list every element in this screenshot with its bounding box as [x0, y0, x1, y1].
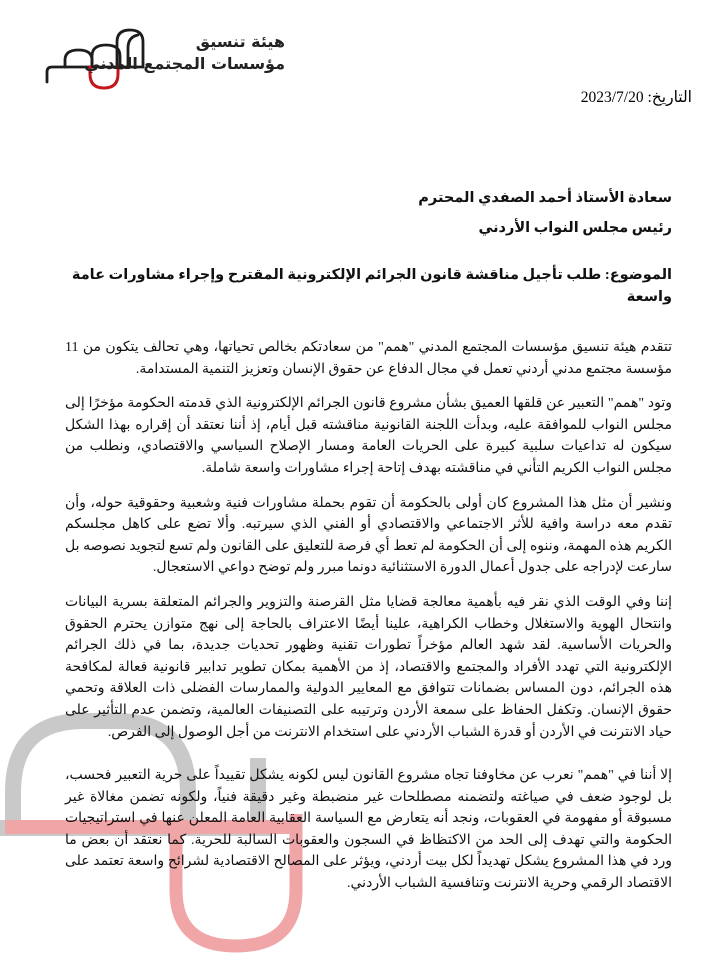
subject-line: الموضوع: طلب تأجيل مناقشة قانون الجرائم الإلكترونية المقترح وإجراء مشاورات عامة واسعة — [71, 267, 672, 305]
paragraph-2: وتود "همم" التعبير عن قلقها العميق بشأن مشروع قانون الجرائم الإلكترونية الذي قدمته الحكومة مؤخرًا إلى مجلس النواب للموافقة عليه، وبدأت اللجنة القانونية مناقشته قبل أيام، إذ أننا نعتقد أن إقراره بهذا الشكل سيكون له تداعيات سلبية كبيرة على الحريات العامة ومسار الإصلاح السياسي والاقتصادي، ونطلب من مجلس النواب الكريم التأني في مناقشته بهدف إتاحة إجراء مشاورات واسعة شاملة. — [65, 396, 672, 476]
letterhead — [0, 0, 702, 130]
paragraph-3: ونشير أن مثل هذا المشروع كان أولى بالحكومة أن تقوم بحملة مشاورات فنية وشعبية وحقوقية حوله، وأن تقدم معه دراسة وافية للأثر الاجتماعي والاقتصادي أو الفني الذي سيرتبه. وألا تضع على كاهل مجلسكم الكريم هذه المهمة، وننوه إلى أن الحكومة لم تعط أي فرصة للتعليق على القانون ولم تسع لتجويد نصوصه بل سارعت لإدراجه على جدول أعمال الدورة الاستثنائية دونما مبرر ولم توضح دواعي الاستعجال. — [65, 495, 672, 576]
recipient-block — [65, 183, 672, 243]
logo-wordmark-line1: هيئة تنسيق — [195, 32, 285, 51]
recipient-title: رئيس مجلس النواب الأردني — [478, 220, 672, 236]
recipient-name: سعادة الأستاذ أحمد الصفدي المحترم — [418, 190, 672, 206]
paragraph-4: إننا وفي الوقت الذي نقر فيه بأهمية معالجة قضايا مثل القرصنة والتزوير والجرائم المتعلقة بسرية البيانات وانتحال الهوية والاستغلال وخطاب الكراهية، علينا أيضًا الاعتراف بالحاجة إلى نهج متوازن يحترم الحقوق والحريات الأساسية. لقد شهد العالم مؤخراً تطورات تقنية وظهور تحديات جديدة، بما في ذلك الجرائم الإلكترونية التي تهدد الأفراد والمجتمع والاقتصاد، إذ من الأهمية بمكان تطوير تدابير قانونية فعالة لمكافحة هذه الجرائم، دون المساس بضمانات تتوافق مع المعايير الدولية والممارسات الفضلى ذات العلاقة وتحمي حقوق الإنسان. وتكفل الحفاظ على سمعة الأردن وترتيبه على التصنيفات العالمية، وتضمن عدم التأثير على حياد الانترنت في الأردن أو قدرة الشباب الأردني على استخدام الانترنت من أجل الوصول إلى الفرص. — [65, 594, 672, 740]
logo-wordmark-line2: مؤسسات المجتمع المدني — [84, 54, 285, 73]
paragraph-1: تتقدم هيئة تنسيق مؤسسات المجتمع المدني "همم" من سعادتكم بخالص تحياتها، وهي تحالف يتكون من 11 مؤسسة مجتمع مدني أردني تعمل في مجال الدفاع عن حقوق الإنسان وتعزيز التنمية المستدامة. — [65, 340, 672, 377]
letter-body — [65, 0, 672, 908]
paragraph-5: إلا أننا في "همم" نعرب عن مخاوفنا تجاه مشروع القانون ليس لكونه يشكل تقييداً على حرية التعبير فحسب، بل لوجود ضعف في صياغته ولتضمنه مصطلحات غير منضبطة وغير دقيقة فنياً، ولكونه تضمن مغالاة غير مسبوقة أو مفهومة في العقوبات، ونجد أنه يتعارض مع السياسة العقابية العامة المعلن عنها في استراتيجيات الحكومة والتي تهدف إلى الحد من الاكتظاظ في السجون والعقوبات السالبة للحرية. كما نعتقد أن بعض ما ورد في هذا المشروع يشكل تهديداً لكل بيت أردني، ويؤثر على المصالح الاقتصادية لشرائح واسعة تعتمد على الاقتصاد الرقمي وحرية الانترنت وتنافسية الشباب الأردني. — [65, 768, 672, 892]
paragraphs — [65, 337, 672, 895]
logo-wordmark — [84, 31, 285, 75]
date: التاريخ: 2023/7/20 — [580, 89, 692, 106]
